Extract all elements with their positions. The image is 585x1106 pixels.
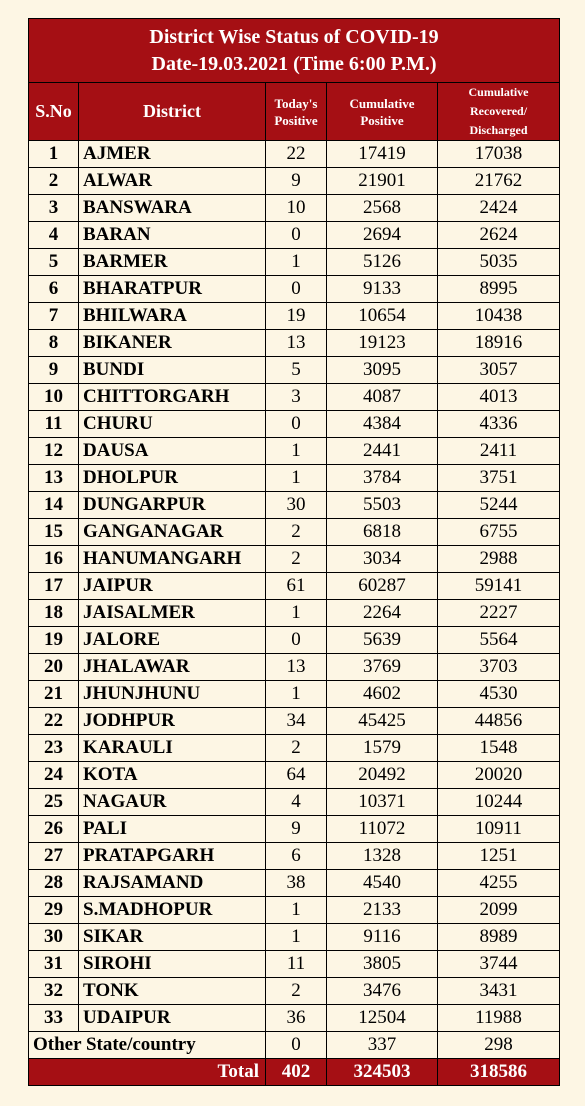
row-cumulative-recovered: 3057 (438, 357, 560, 384)
row-sno: 14 (29, 492, 79, 519)
row-todays-positive: 13 (266, 654, 327, 681)
table-row (29, 303, 560, 330)
row-sno: 17 (29, 573, 79, 600)
row-cumulative-recovered: 2411 (438, 438, 560, 465)
row-cumulative-recovered: 5035 (438, 249, 560, 276)
table-row (29, 978, 560, 1005)
row-district: JHUNJHUNU (79, 681, 266, 708)
row-cumulative-positive: 3769 (327, 654, 438, 681)
row-cumulative-positive: 4087 (327, 384, 438, 411)
row-todays-positive: 6 (266, 843, 327, 870)
row-cumulative-recovered: 2099 (438, 897, 560, 924)
row-cumulative-recovered: 4013 (438, 384, 560, 411)
row-todays-positive: 3 (266, 384, 327, 411)
row-todays-positive: 2 (266, 519, 327, 546)
row-todays-positive: 5 (266, 357, 327, 384)
row-cumulative-positive: 3784 (327, 465, 438, 492)
row-cumulative-positive: 1579 (327, 735, 438, 762)
table-row (29, 519, 560, 546)
row-todays-positive: 9 (266, 816, 327, 843)
table-row (29, 357, 560, 384)
row-sno: 12 (29, 438, 79, 465)
row-district: PRATAPGARH (79, 843, 266, 870)
row-district: JAISALMER (79, 600, 266, 627)
title-banner (29, 19, 560, 83)
row-sno: 13 (29, 465, 79, 492)
row-sno: 28 (29, 870, 79, 897)
row-sno: 33 (29, 1005, 79, 1032)
table-row (29, 843, 560, 870)
row-district: AJMER (79, 141, 266, 168)
row-district: JAIPUR (79, 573, 266, 600)
table-row (29, 816, 560, 843)
row-sno: 21 (29, 681, 79, 708)
row-todays-positive: 10 (266, 195, 327, 222)
row-district: KOTA (79, 762, 266, 789)
table-row (29, 438, 560, 465)
row-cumulative-positive: 2568 (327, 195, 438, 222)
row-cumulative-recovered: 2624 (438, 222, 560, 249)
total-label: Total (29, 1059, 266, 1086)
row-cumulative-recovered: 18916 (438, 330, 560, 357)
other-state-cumulative-positive: 337 (327, 1032, 438, 1059)
row-todays-positive: 1 (266, 897, 327, 924)
row-cumulative-recovered: 5244 (438, 492, 560, 519)
row-district: BANSWARA (79, 195, 266, 222)
table-row (29, 762, 560, 789)
table-row (29, 573, 560, 600)
row-todays-positive: 1 (266, 924, 327, 951)
row-cumulative-positive: 4384 (327, 411, 438, 438)
row-todays-positive: 36 (266, 1005, 327, 1032)
row-district: RAJSAMAND (79, 870, 266, 897)
row-cumulative-recovered: 8995 (438, 276, 560, 303)
row-todays-positive: 4 (266, 789, 327, 816)
row-sno: 11 (29, 411, 79, 438)
row-district: UDAIPUR (79, 1005, 266, 1032)
header-cumulative-positive (327, 83, 438, 141)
row-cumulative-recovered: 4336 (438, 411, 560, 438)
table-row (29, 141, 560, 168)
table-row (29, 1005, 560, 1032)
row-todays-positive: 1 (266, 438, 327, 465)
row-district: BARAN (79, 222, 266, 249)
table-row (29, 195, 560, 222)
row-cumulative-recovered: 10438 (438, 303, 560, 330)
row-cumulative-recovered: 5564 (438, 627, 560, 654)
row-todays-positive: 11 (266, 951, 327, 978)
row-sno: 18 (29, 600, 79, 627)
row-cumulative-positive: 45425 (327, 708, 438, 735)
row-todays-positive: 19 (266, 303, 327, 330)
row-district: CHITTORGARH (79, 384, 266, 411)
table-row (29, 789, 560, 816)
table-row (29, 492, 560, 519)
row-cumulative-positive: 12504 (327, 1005, 438, 1032)
row-district: SIKAR (79, 924, 266, 951)
row-cumulative-positive: 2133 (327, 897, 438, 924)
row-sno: 23 (29, 735, 79, 762)
row-cumulative-recovered: 4255 (438, 870, 560, 897)
total-cumulative-positive: 324503 (327, 1059, 438, 1086)
row-sno: 9 (29, 357, 79, 384)
row-sno: 32 (29, 978, 79, 1005)
header-todays-positive (266, 83, 327, 141)
table-row (29, 681, 560, 708)
row-cumulative-positive: 60287 (327, 573, 438, 600)
row-cumulative-recovered: 1548 (438, 735, 560, 762)
row-sno: 25 (29, 789, 79, 816)
row-todays-positive: 38 (266, 870, 327, 897)
row-todays-positive: 34 (266, 708, 327, 735)
table-row (29, 600, 560, 627)
row-district: BHILWARA (79, 303, 266, 330)
row-district: KARAULI (79, 735, 266, 762)
row-todays-positive: 2 (266, 735, 327, 762)
row-cumulative-positive: 2441 (327, 438, 438, 465)
table-row (29, 465, 560, 492)
row-district: BUNDI (79, 357, 266, 384)
row-district: HANUMANGARH (79, 546, 266, 573)
row-sno: 19 (29, 627, 79, 654)
table-row (29, 384, 560, 411)
row-cumulative-recovered: 4530 (438, 681, 560, 708)
row-district: DAUSA (79, 438, 266, 465)
row-cumulative-positive: 2264 (327, 600, 438, 627)
row-sno: 1 (29, 141, 79, 168)
title-line-1: District Wise Status of COVID-19 (149, 25, 439, 48)
row-district: SIROHI (79, 951, 266, 978)
district-status-table (28, 18, 560, 1086)
table-row (29, 708, 560, 735)
row-cumulative-positive: 9133 (327, 276, 438, 303)
other-state-row (29, 1032, 560, 1059)
row-sno: 4 (29, 222, 79, 249)
row-cumulative-positive: 3476 (327, 978, 438, 1005)
row-sno: 27 (29, 843, 79, 870)
row-todays-positive: 2 (266, 546, 327, 573)
row-cumulative-positive: 3805 (327, 951, 438, 978)
row-todays-positive: 61 (266, 573, 327, 600)
row-todays-positive: 9 (266, 168, 327, 195)
row-todays-positive: 0 (266, 627, 327, 654)
row-cumulative-recovered: 8989 (438, 924, 560, 951)
covid-status-sheet (28, 18, 559, 1086)
row-cumulative-recovered: 11988 (438, 1005, 560, 1032)
row-cumulative-recovered: 1251 (438, 843, 560, 870)
row-todays-positive: 0 (266, 222, 327, 249)
total-row (29, 1059, 560, 1086)
row-cumulative-recovered: 44856 (438, 708, 560, 735)
row-sno: 22 (29, 708, 79, 735)
row-cumulative-positive: 11072 (327, 816, 438, 843)
column-header-row (29, 83, 560, 141)
table-row (29, 735, 560, 762)
total-today: 402 (266, 1059, 327, 1086)
table-row (29, 627, 560, 654)
row-cumulative-positive: 21901 (327, 168, 438, 195)
row-district: JALORE (79, 627, 266, 654)
row-district: DHOLPUR (79, 465, 266, 492)
row-cumulative-positive: 17419 (327, 141, 438, 168)
row-cumulative-recovered: 10911 (438, 816, 560, 843)
row-cumulative-positive: 2694 (327, 222, 438, 249)
header-todays-positive-line-2: Positive (274, 112, 318, 128)
table-row (29, 330, 560, 357)
row-cumulative-recovered: 3744 (438, 951, 560, 978)
row-cumulative-recovered: 3431 (438, 978, 560, 1005)
row-cumulative-recovered: 21762 (438, 168, 560, 195)
row-sno: 2 (29, 168, 79, 195)
header-cumulative-recovered-line-1: Cumulative (468, 85, 529, 99)
row-todays-positive: 1 (266, 465, 327, 492)
row-cumulative-recovered: 2988 (438, 546, 560, 573)
table-row (29, 654, 560, 681)
row-sno: 3 (29, 195, 79, 222)
table-row (29, 411, 560, 438)
row-cumulative-recovered: 3751 (438, 465, 560, 492)
total-cumulative-recovered: 318586 (438, 1059, 560, 1086)
row-todays-positive: 2 (266, 978, 327, 1005)
row-todays-positive: 13 (266, 330, 327, 357)
row-district: GANGANAGAR (79, 519, 266, 546)
row-todays-positive: 0 (266, 276, 327, 303)
row-cumulative-positive: 6818 (327, 519, 438, 546)
row-cumulative-recovered: 59141 (438, 573, 560, 600)
row-district: PALI (79, 816, 266, 843)
row-cumulative-recovered: 17038 (438, 141, 560, 168)
row-sno: 5 (29, 249, 79, 276)
table-row (29, 897, 560, 924)
row-sno: 16 (29, 546, 79, 573)
row-cumulative-recovered: 10244 (438, 789, 560, 816)
table-row (29, 870, 560, 897)
header-cumulative-recovered-line-2: Recovered/ (469, 104, 528, 118)
row-todays-positive: 1 (266, 600, 327, 627)
table-row (29, 222, 560, 249)
row-district: ALWAR (79, 168, 266, 195)
row-cumulative-positive: 9116 (327, 924, 438, 951)
row-sno: 20 (29, 654, 79, 681)
row-cumulative-positive: 1328 (327, 843, 438, 870)
row-district: BHARATPUR (79, 276, 266, 303)
row-district: BARMER (79, 249, 266, 276)
header-sno: S.No (29, 83, 79, 141)
header-cumulative-positive-line-1: Cumulative (349, 95, 415, 111)
row-sno: 24 (29, 762, 79, 789)
table-row (29, 249, 560, 276)
row-todays-positive: 64 (266, 762, 327, 789)
row-cumulative-positive: 3034 (327, 546, 438, 573)
header-todays-positive-line-1: Today's (274, 95, 318, 111)
row-cumulative-positive: 3095 (327, 357, 438, 384)
row-cumulative-positive: 4540 (327, 870, 438, 897)
row-sno: 31 (29, 951, 79, 978)
table-row (29, 168, 560, 195)
row-cumulative-positive: 10654 (327, 303, 438, 330)
row-cumulative-positive: 5503 (327, 492, 438, 519)
row-sno: 7 (29, 303, 79, 330)
row-cumulative-recovered: 6755 (438, 519, 560, 546)
row-district: S.MADHOPUR (79, 897, 266, 924)
row-todays-positive: 1 (266, 249, 327, 276)
row-sno: 10 (29, 384, 79, 411)
row-cumulative-recovered: 20020 (438, 762, 560, 789)
row-cumulative-recovered: 3703 (438, 654, 560, 681)
table-row (29, 951, 560, 978)
row-district: JODHPUR (79, 708, 266, 735)
row-cumulative-recovered: 2424 (438, 195, 560, 222)
row-sno: 8 (29, 330, 79, 357)
row-cumulative-positive: 4602 (327, 681, 438, 708)
header-cumulative-recovered (438, 83, 560, 141)
row-district: DUNGARPUR (79, 492, 266, 519)
row-district: BIKANER (79, 330, 266, 357)
other-state-cumulative-recovered: 298 (438, 1032, 560, 1059)
row-sno: 26 (29, 816, 79, 843)
row-todays-positive: 30 (266, 492, 327, 519)
other-state-today: 0 (266, 1032, 327, 1059)
row-todays-positive: 0 (266, 411, 327, 438)
row-todays-positive: 1 (266, 681, 327, 708)
row-district: JHALAWAR (79, 654, 266, 681)
row-cumulative-positive: 19123 (327, 330, 438, 357)
row-cumulative-recovered: 2227 (438, 600, 560, 627)
table-row (29, 276, 560, 303)
district-rows (29, 141, 560, 1032)
header-district: District (79, 83, 266, 141)
row-sno: 30 (29, 924, 79, 951)
row-cumulative-positive: 20492 (327, 762, 438, 789)
row-sno: 15 (29, 519, 79, 546)
header-cumulative-recovered-line-3: Discharged (469, 123, 528, 137)
row-district: CHURU (79, 411, 266, 438)
row-sno: 29 (29, 897, 79, 924)
title-line-2: Date-19.03.2021 (Time 6:00 P.M.) (151, 52, 437, 75)
row-cumulative-positive: 5639 (327, 627, 438, 654)
row-cumulative-positive: 5126 (327, 249, 438, 276)
row-sno: 6 (29, 276, 79, 303)
table-row (29, 924, 560, 951)
row-district: TONK (79, 978, 266, 1005)
row-todays-positive: 22 (266, 141, 327, 168)
row-district: NAGAUR (79, 789, 266, 816)
header-cumulative-positive-line-2: Positive (360, 112, 404, 128)
table-row (29, 546, 560, 573)
other-state-label: Other State/country (29, 1032, 266, 1059)
row-cumulative-positive: 10371 (327, 789, 438, 816)
